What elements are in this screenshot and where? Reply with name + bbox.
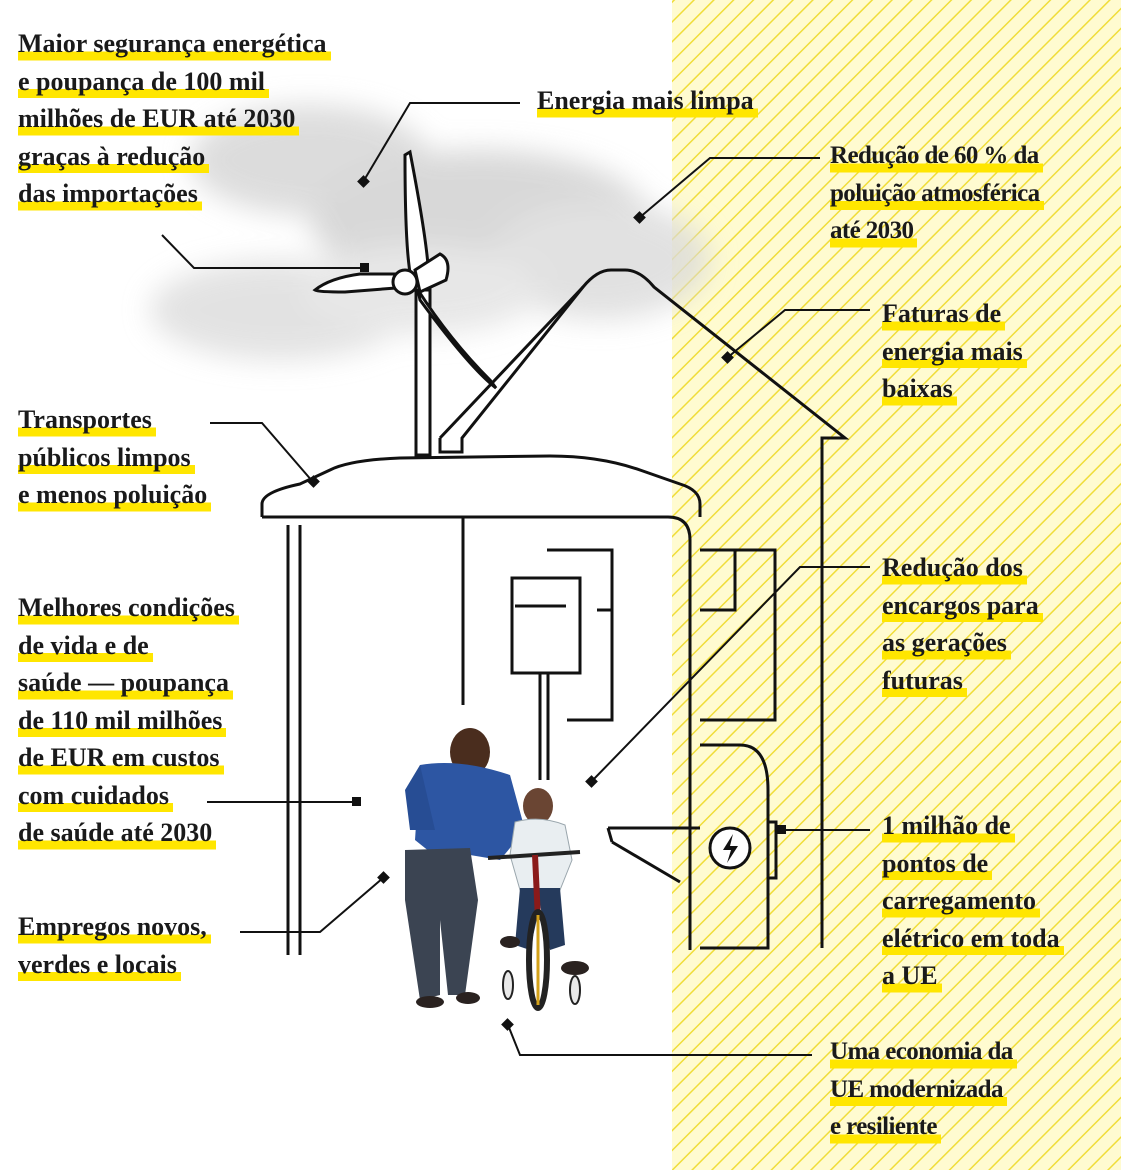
label-line: de saúde até 2030 [18, 814, 216, 852]
label-line: com cuidados [18, 777, 173, 815]
label-future-generations [882, 549, 1043, 699]
label-line: e menos poluição [18, 476, 211, 514]
label-line: as gerações [882, 624, 1011, 662]
label-health [18, 589, 239, 852]
label-line: pontos de [882, 845, 992, 883]
label-line: das importações [18, 175, 202, 213]
label-energy-security [18, 25, 331, 213]
label-lower-bills [882, 295, 1027, 408]
label-line: baixas [882, 370, 957, 408]
label-charging-points [882, 807, 1064, 995]
label-line: Redução dos [882, 549, 1027, 587]
label-line: Faturas de [882, 295, 1005, 333]
label-line: carregamento [882, 882, 1040, 920]
label-line: Transportes [18, 401, 156, 439]
label-line: Energia mais limpa [537, 82, 758, 120]
label-line: 1 milhão de [882, 807, 1015, 845]
label-green-jobs [18, 908, 211, 983]
label-line: saúde — poupança [18, 664, 233, 702]
label-line: milhões de EUR até 2030 [18, 100, 299, 138]
bus-outline [262, 456, 700, 955]
label-line: a UE [882, 957, 942, 995]
father-and-child-on-bicycle [405, 728, 589, 1008]
label-line: de 110 mil milhões [18, 702, 226, 740]
label-economy [830, 1033, 1017, 1146]
label-line: Maior segurança energética [18, 25, 331, 63]
label-line: públicos limpos [18, 439, 195, 477]
label-line: Uma economia da [830, 1033, 1017, 1071]
label-line: futuras [882, 662, 967, 700]
label-line: e poupança de 100 mil [18, 63, 269, 101]
label-line: até 2030 [830, 212, 917, 250]
label-line: Empregos novos, [18, 908, 211, 946]
label-line: de vida e de [18, 627, 153, 665]
label-line: e resiliente [830, 1108, 941, 1146]
label-line: elétrico em toda [882, 920, 1064, 958]
label-line: graças à redução [18, 138, 209, 176]
label-line: Redução de 60 % da [830, 137, 1043, 175]
label-line: Melhores condições [18, 589, 239, 627]
label-line: UE modernizada [830, 1071, 1007, 1109]
label-line: poluição atmosférica [830, 175, 1044, 213]
label-air-pollution [830, 137, 1044, 250]
label-line: verdes e locais [18, 946, 181, 984]
label-line: encargos para [882, 587, 1043, 625]
label-cleaner-energy [537, 82, 758, 120]
label-line: energia mais [882, 333, 1027, 371]
label-line: de EUR em custos [18, 739, 224, 777]
label-public-transport [18, 401, 211, 514]
